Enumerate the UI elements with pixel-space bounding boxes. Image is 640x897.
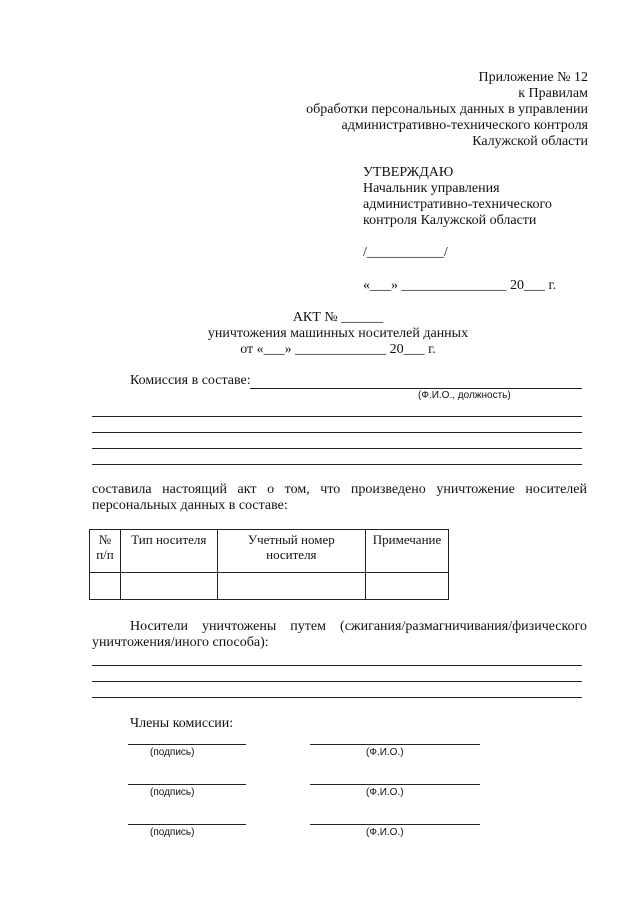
member3-sign-line [128,824,246,825]
member2-name-hint: (Ф.И.О.) [366,787,404,798]
destroy-line1: Носители уничтожены путем (сжигания/размагничивания/физического [130,619,587,634]
media-table [89,529,449,600]
commission-line [250,388,582,389]
col-account-number-header: Учетный номер носителя [217,530,365,573]
member1-sign-line [128,744,246,745]
col-number-header: № п/п [90,530,121,573]
approve-title: УТВЕРЖДАЮ [363,165,454,180]
member3-name-hint: (Ф.И.О.) [366,827,404,838]
act-date: от «___» _____________ 20___ г. [240,342,436,357]
appendix-line4: административно-технического контроля [341,118,588,133]
approve-line1: Начальник управления [363,181,500,196]
members-label: Члены комиссии: [130,716,234,731]
table-row [90,573,449,600]
table-cell [120,573,217,600]
table-header-row [90,530,449,573]
commission-label: Комиссия в составе: [130,373,251,388]
col-note-header: Примечание [366,530,449,573]
member1-name-line [310,744,480,745]
body-line1: составила настоящий акт о том, что произведено уничтожение носителей [92,482,587,497]
destroy-line-2 [92,681,582,682]
destroy-line-1 [92,665,582,666]
member1-sign-hint: (подпись) [150,747,195,758]
appendix-line5: Калужской области [472,134,588,149]
commission-line-3 [92,432,582,433]
appendix-rules: к Правилам [518,86,588,101]
commission-line-4 [92,448,582,449]
table-cell [90,573,121,600]
col-type-header: Тип носителя [120,530,217,573]
appendix-number: Приложение № 12 [478,70,588,85]
member1-name-hint: (Ф.И.О.) [366,747,404,758]
act-title: АКТ № ______ [292,310,384,325]
approve-line2: административно-технического [363,197,552,212]
commission-line-2 [92,416,582,417]
member2-sign-line [128,784,246,785]
member3-sign-hint: (подпись) [150,827,195,838]
body-line2: персональных данных в составе: [92,498,288,513]
commission-line-5 [92,464,582,465]
commission-hint: (Ф.И.О., должность) [418,390,511,401]
approve-line3: контроля Калужской области [363,213,537,228]
member2-sign-hint: (подпись) [150,787,195,798]
act-subtitle: уничтожения машинных носителей данных [207,326,469,341]
member3-name-line [310,824,480,825]
approve-date: «___» _______________ 20___ г. [363,278,557,293]
table-cell [366,573,449,600]
destroy-line2: уничтожения/иного способа): [92,635,269,650]
approve-signature: /___________/ [363,245,448,260]
destroy-line-3 [92,697,582,698]
table-cell [217,573,365,600]
appendix-line3: обработки персональных данных в управлении [306,102,588,117]
member2-name-line [310,784,480,785]
